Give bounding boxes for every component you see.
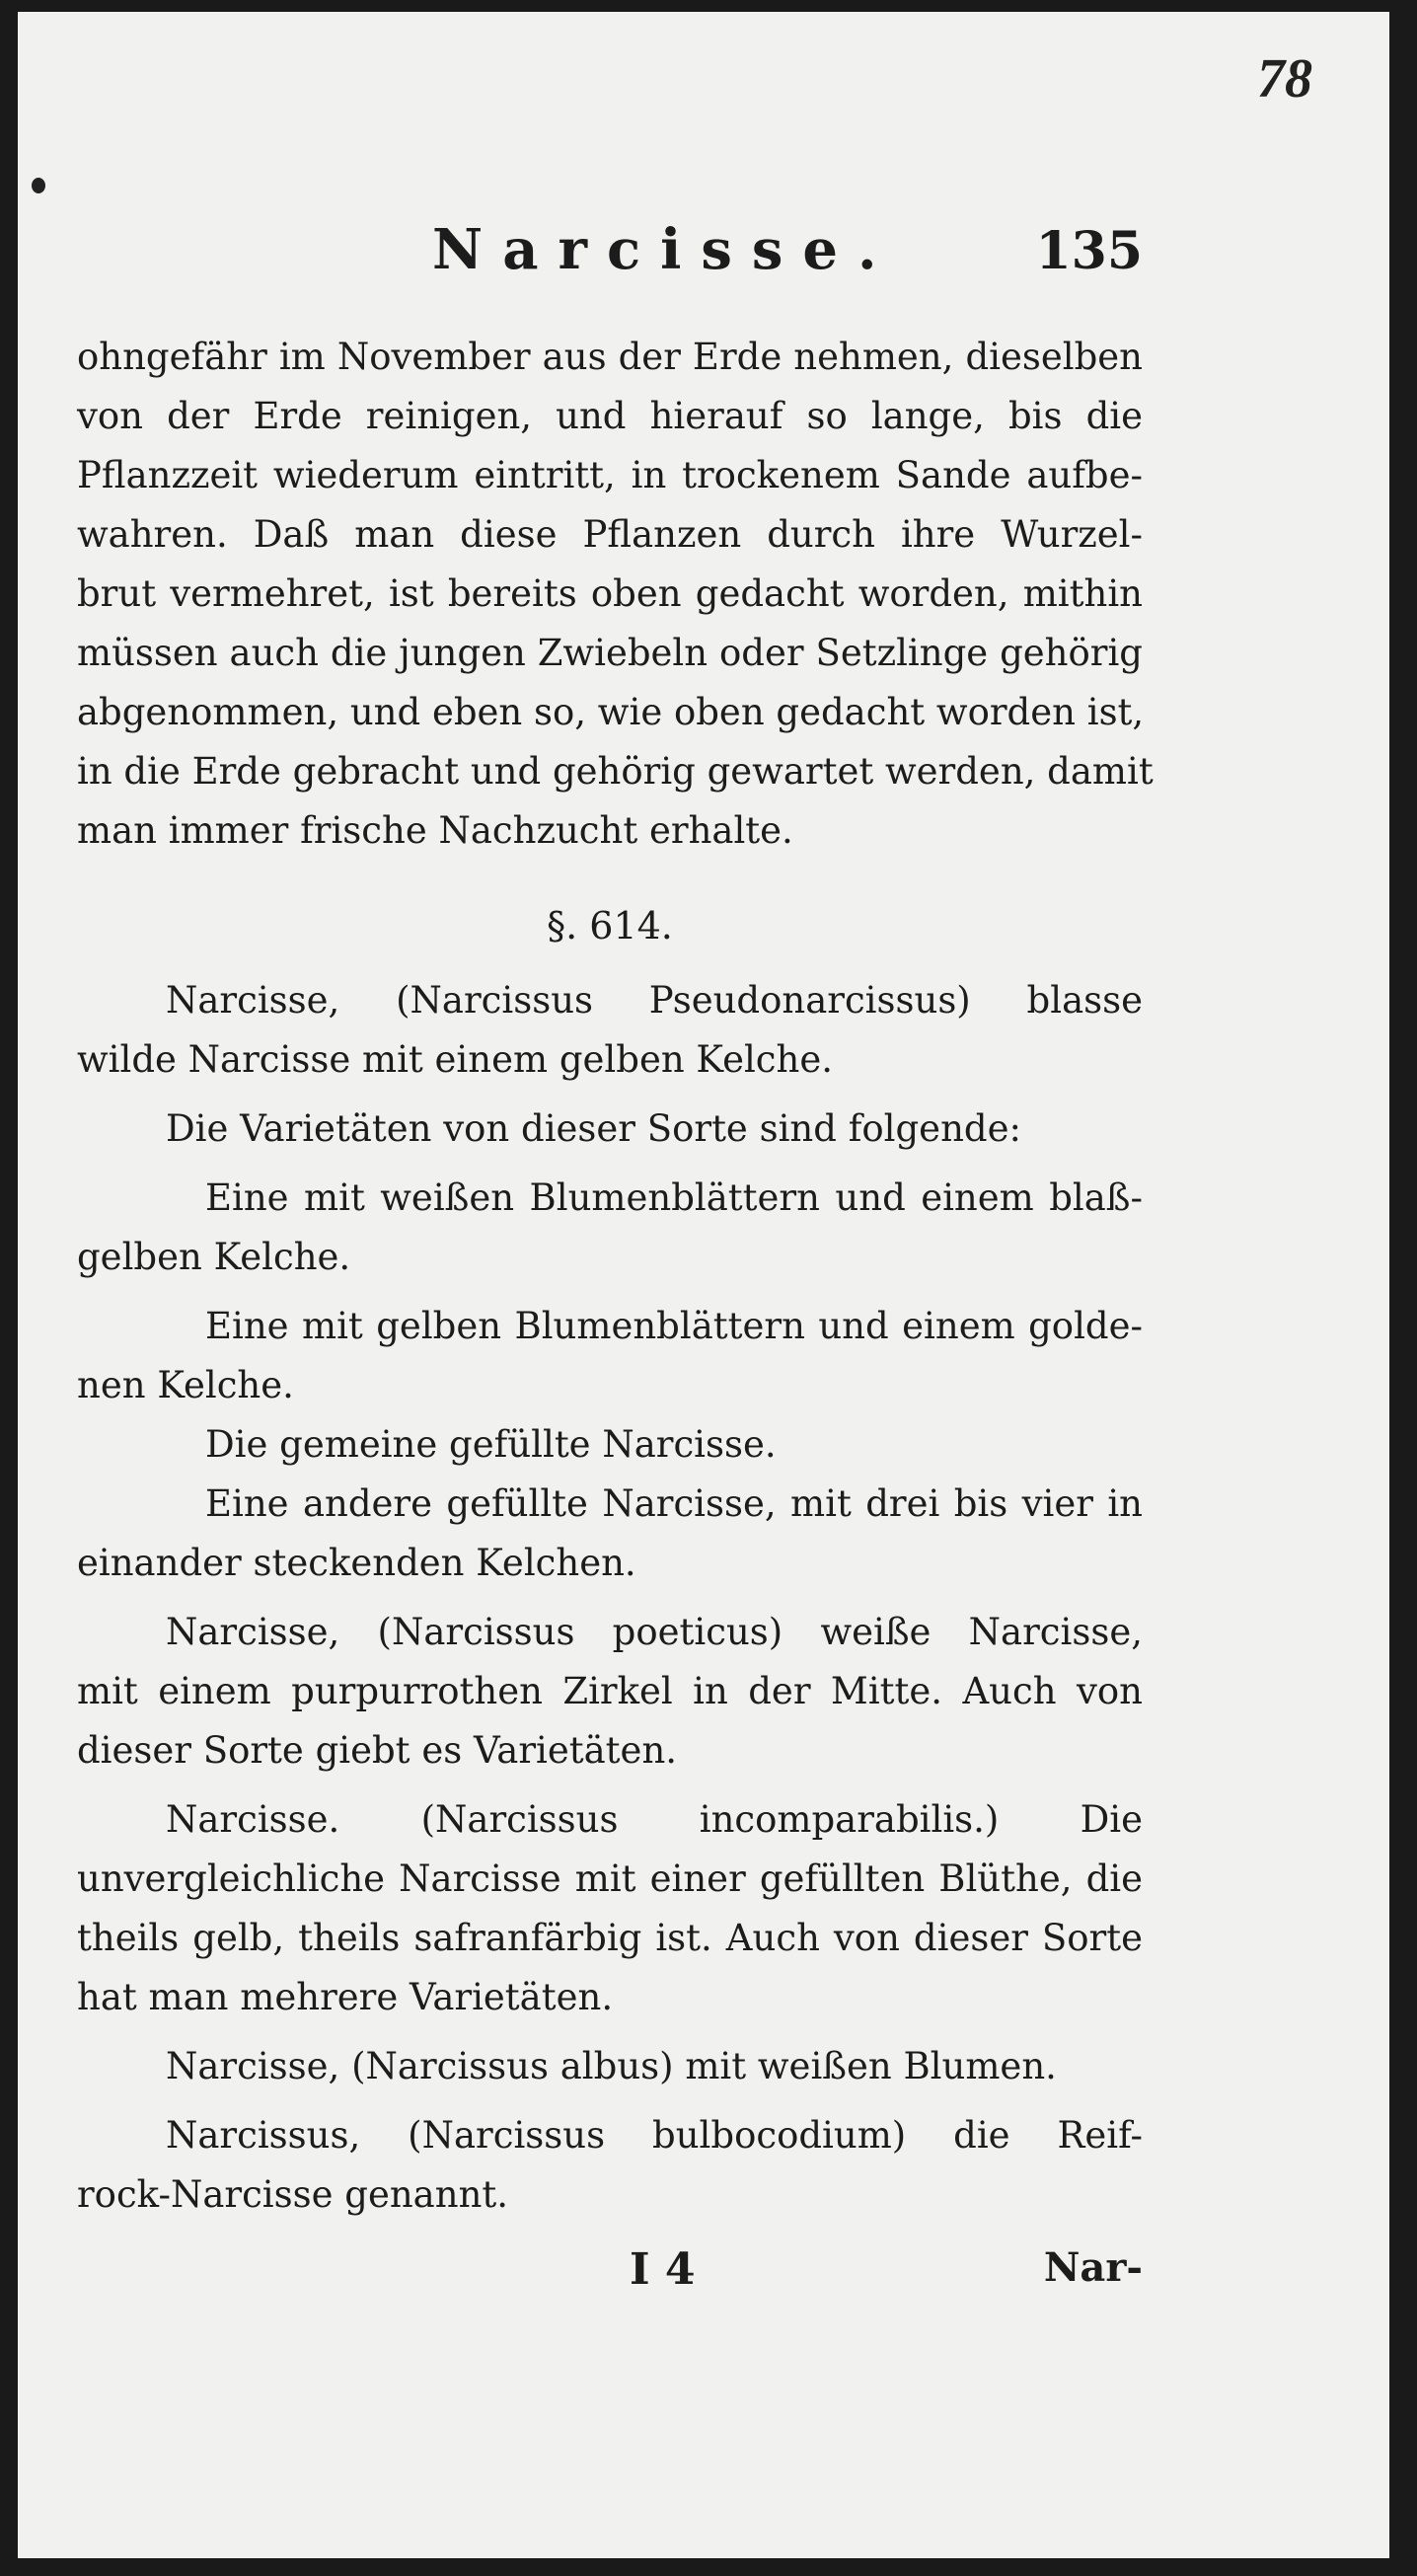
text-line: Pflanzzeit wiederum eintritt, in trockenem Sande aufbe- [77, 454, 1143, 496]
body-text [77, 328, 1154, 2225]
page-footer [77, 2244, 1143, 2313]
text-line: Die Varietäten von dieser Sorte sind folgende: [166, 1107, 1021, 1150]
text-line: brut vermehret, ist bereits oben gedacht worden, mithin [77, 572, 1143, 615]
text-line: hat man mehrere Varietäten. [77, 1976, 614, 2018]
text-line: unvergleichliche Narcisse mit einer gefüllten Blüthe, die [77, 1857, 1143, 1900]
text-line: wahren. Daß man diese Pflanzen durch ihre Wurzel- [77, 513, 1143, 556]
text-line: in die Erde gebracht und gehörig gewartet werden, damit [77, 750, 1154, 793]
page-number: 135 [1035, 221, 1143, 281]
paragraph [77, 328, 1154, 861]
signature-mark: I 4 [630, 2244, 696, 2295]
entry-variety-3 [77, 1415, 1143, 1475]
entry-variety-4 [77, 1475, 1143, 1593]
section-heading: §. 614. [547, 904, 673, 947]
catchword: Nar- [1043, 2244, 1143, 2291]
entry-albus [77, 2037, 1143, 2096]
entry-incomparabilis [77, 1790, 1143, 2027]
text-line: man immer frische Nachzucht erhalte. [77, 809, 793, 852]
text-line: Eine mit gelben Blumenblättern und einem golde- [205, 1305, 1143, 1347]
margin-ink-mark [32, 178, 45, 193]
entry-varieties-intro [77, 1099, 1143, 1159]
text-line: Narcisse. (Narcissus incomparabilis.) Die [166, 1798, 1143, 1841]
archive-page-number: 78 [1257, 48, 1312, 110]
text-line: von der Erde reinigen, und hierauf so lange, bis die [77, 395, 1143, 437]
text-line: einander steckenden Kelchen. [77, 1542, 636, 1584]
running-title: Narcisse. [432, 217, 897, 282]
text-line: Narcisse, (Narcissus albus) mit weißen Blumen. [166, 2045, 1057, 2087]
text-line: wilde Narcisse mit einem gelben Kelche. [77, 1038, 834, 1081]
entry-poeticus [77, 1603, 1143, 1780]
text-line: nen Kelche. [77, 1364, 294, 1406]
entry-bulbocodium [77, 2106, 1143, 2225]
text-line: Eine mit weißen Blumenblättern und einem blaß- [205, 1176, 1143, 1219]
text-line: Eine andere gefüllte Narcisse, mit drei bis vier in [205, 1482, 1143, 1525]
text-line: Narcissus, (Narcissus bulbocodium) die Reif- [166, 2114, 1143, 2157]
running-head [77, 217, 1143, 296]
text-line: müssen auch die jungen Zwiebeln oder Setzlinge gehörig [77, 632, 1143, 674]
text-line: ohngefähr im November aus der Erde nehmen, dieselben [77, 336, 1143, 378]
book-page [18, 12, 1389, 2558]
entry-pseudonarcissus [77, 971, 1143, 1090]
text-line: Narcisse, (Narcissus poeticus) weiße Narcisse, [166, 1611, 1143, 1653]
text-line: Narcisse, (Narcissus Pseudonarcissus) blasse [166, 979, 1143, 1022]
text-line: Die gemeine gefüllte Narcisse. [205, 1423, 777, 1466]
text-line: gelben Kelche. [77, 1236, 351, 1278]
entry-variety-2 [77, 1297, 1143, 1415]
text-line: mit einem purpurrothen Zirkel in der Mitte. Auch von [77, 1670, 1143, 1712]
text-line: theils gelb, theils safranfärbig ist. Auch von dieser Sorte [77, 1917, 1143, 1959]
text-line: dieser Sorte giebt es Varietäten. [77, 1729, 678, 1772]
text-line: rock-Narcisse genannt. [77, 2173, 509, 2216]
entry-variety-1 [77, 1169, 1143, 1287]
text-line: abgenommen, und eben so, wie oben gedacht worden ist, [77, 691, 1145, 733]
